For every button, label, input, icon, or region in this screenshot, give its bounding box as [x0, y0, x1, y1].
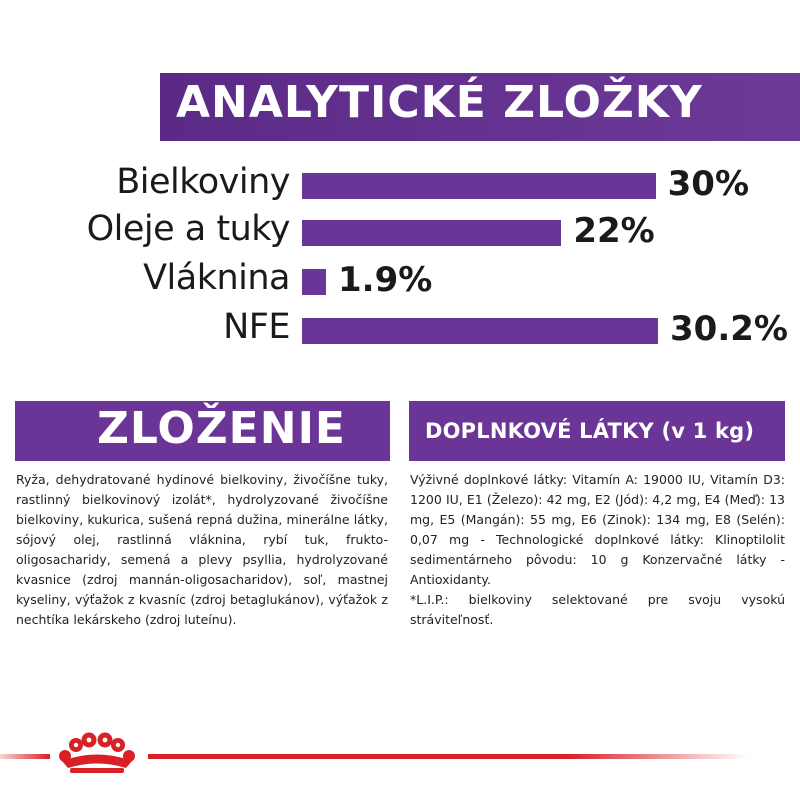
nutrient-bar [302, 269, 326, 295]
nutrient-label: Bielkoviny [116, 162, 290, 202]
composition-title: ZLOŽENIE [97, 403, 346, 454]
nutrient-value: 22% [573, 211, 655, 251]
additives-title: DOPLNKOVÉ LÁTKY (v 1 kg) [425, 419, 755, 443]
nutrient-bar [302, 173, 656, 199]
nutrient-bar [302, 220, 561, 246]
additives-text: Výživné doplnkové látky: Vitamín A: 19000 IU, Vitamín D3: 1200 IU, E1 (Železo): 42 mg, E2 (Jód): 4,2 mg, E4 (Meď): 13 mg, E5 (Mangán): 55 mg, E6 (Zinok): 134 mg, E8 (Selén): 0,07 mg - Technologické doplnkové látky: Klinoptilolit sedimentárneho pôvodu: 10 g Konzervačné látky - Antioxidanty. [410, 472, 785, 587]
royal-canin-crown-icon [56, 730, 138, 776]
analysis-title: ANALYTICKÉ ZLOŽKY [176, 77, 703, 128]
footer-line-left [0, 754, 50, 759]
nutrient-label: Oleje a tuky [86, 209, 290, 249]
nutrient-value: 30% [667, 164, 750, 204]
additives-text-block [410, 470, 785, 630]
nutrient-value: 30.2% [670, 309, 788, 349]
nutrient-value: 1.9% [338, 260, 433, 300]
composition-header [15, 401, 390, 461]
footer-line-right [148, 754, 748, 759]
composition-text: Ryža, dehydratované hydinové bielkoviny, živočíšne tuky, rastlinný bielkovinový izolát*, hydrolyzované živočíšne bielkoviny, kukurica, sušená repná dužina, minerálne látky, sójový olej, rastlinná vláknina, rybí tuk, frukto-oligosacharidy, semená a plevy psyllia, hydrolyzované kvasnice (zdroj mannán-oligosacharidov), soľ, mastnej kyseliny, výťažok z kvasníc (zdroj betaglukánov), výťažok z nechtíka lekárskeho (zdroj luteínu). [16, 472, 388, 627]
nutrient-label: Vláknina [143, 258, 290, 298]
composition-text-block [16, 470, 388, 630]
nutrient-bar [302, 318, 658, 344]
additives-note: *L.I.P.: bielkoviny selektované pre svoju vysokú stráviteľnosť. [410, 592, 785, 627]
nutrient-label: NFE [223, 307, 290, 347]
additives-header [409, 401, 785, 461]
